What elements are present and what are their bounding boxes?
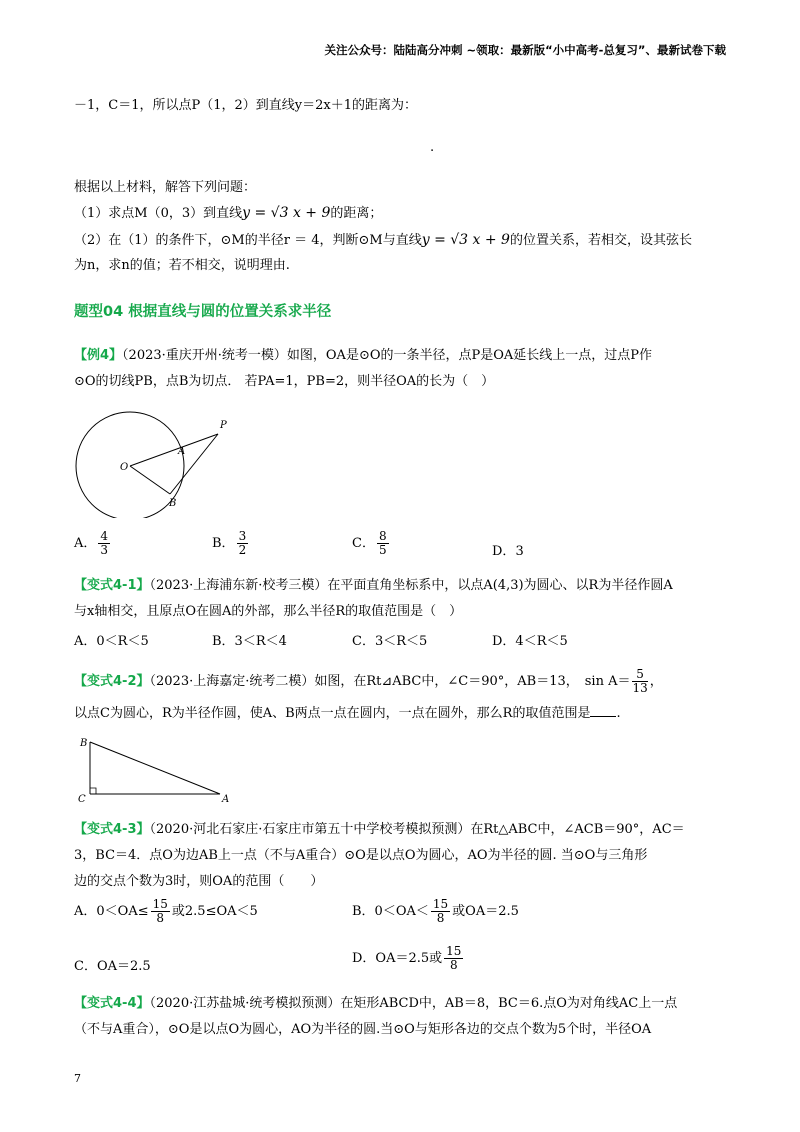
variant-4-3-option-a[interactable] — [74, 898, 258, 925]
example-4-text1: （2023·重庆开州·统考一模）如图，OA是⊙O的一条半径，点P是OA延长线上一点，过点P作 — [122, 348, 653, 363]
fraction: $\frac{5}{13}$ — [632, 667, 648, 695]
fraction: $\frac{8}{5}$ — [378, 529, 387, 557]
option-label: C． — [352, 536, 375, 551]
variant-4-2-line1 — [74, 668, 663, 695]
variant-4-2-text2: 以点C为圆心，R为半径作圆，使A、B两点一点在圆内，一点在圆外，那么R的取值范围是 — [74, 706, 591, 721]
question-2 — [74, 230, 692, 251]
variant-4-3-line2: 3，BC＝4．点O为边AB上一点（不与A重合）⊙O是以点O为圆心，AO为半径的圆. 当⊙O与三角形 — [74, 848, 648, 863]
fraction: $\frac{15}{8}$ — [446, 944, 462, 972]
top-line1: －1，C＝1，所以点P（1，2）到直线y＝2x＋1的距离为： — [74, 98, 417, 113]
top-intro: 根据以上材料，解答下列问题： — [74, 180, 257, 195]
label-a: A — [178, 446, 186, 457]
variant-4-3-text1: （2020·河北石家庄·石家庄市第五十中学校考模拟预测）在Rt△ABC中，∠ACB＝90°，AC＝ — [149, 822, 685, 837]
variant-4-2-line2 — [74, 704, 621, 724]
page-header: 关注公众号：陆陆高分冲刺 ~领取：最新版“小中高考-总复习”、最新试卷下载 — [324, 43, 726, 57]
right-triangle-figure — [74, 734, 244, 806]
q2-text-a: （2）在（1）的条件下，⊙M的半径r ＝ 4，判断⊙M与直线 — [74, 233, 422, 248]
variant-4-3-option-c[interactable]: C．OA＝2.5 — [74, 959, 151, 974]
variant-4-4-line2: （不与A重合），⊙O是以点O为圆心，AO为半径的圆.当⊙O与矩形各边的交点个数为5个时，半径OA — [74, 1022, 652, 1037]
question-1 — [74, 203, 382, 224]
label-b: B — [80, 738, 88, 749]
fraction: $\frac{3}{2}$ — [238, 529, 247, 557]
example-4-option-d[interactable] — [492, 540, 524, 559]
variant-4-1-text1: （2023·上海浦东新·校考三模）在平面直角坐标系中，以点A(4,3)为圆心、以R为半径作圆A — [149, 578, 673, 593]
page-number: 7 — [74, 1072, 81, 1085]
variant-4-1-line1 — [74, 576, 673, 596]
sin-label: sin A＝ — [584, 674, 631, 689]
variant-4-3-option-d[interactable] — [352, 945, 465, 972]
fraction: $\frac{4}{3}$ — [100, 529, 109, 557]
section-title: 题型04 根据直线与圆的位置关系求半径 — [74, 304, 332, 320]
example-4-option-a[interactable] — [74, 530, 112, 557]
label-p: P — [220, 420, 227, 431]
variant-4-1-option-b[interactable]: B．3＜R＜4 — [212, 634, 287, 649]
variant-tag: 【变式4-1】 — [74, 578, 150, 593]
variant-4-4-text1: （2020·江苏盐城·统考模拟预测）在矩形ABCD中，AB＝8，BC＝6.点O为对角线AC上一点 — [149, 996, 678, 1011]
label-o: O — [120, 462, 129, 473]
variant-4-3-line3: 边的交点个数为3时，则OA的范围（ ） — [74, 874, 324, 889]
variant-tag: 【变式4-2】 — [74, 674, 150, 689]
period: . — [616, 706, 621, 721]
fraction: $\frac{15}{8}$ — [432, 897, 449, 925]
q1-text-b: 的距离； — [330, 206, 383, 221]
option-label: B． — [212, 536, 235, 551]
variant-tag: 【变式4-3】 — [74, 822, 150, 837]
q1-equation: y = √3 x + 9 — [242, 205, 331, 221]
top-dot: . — [430, 140, 435, 155]
q1-text-a: （1）求点M（0，3）到直线 — [74, 206, 243, 221]
option-label: A． — [74, 536, 97, 551]
example-4-line1 — [74, 346, 652, 366]
label-a: A — [222, 794, 230, 805]
variant-4-1-option-d[interactable]: D．4＜R＜5 — [492, 634, 568, 649]
variant-4-4-line1 — [74, 994, 677, 1014]
variant-4-1-option-c[interactable]: C．3＜R＜5 — [352, 634, 428, 649]
variant-4-3-option-b[interactable] — [352, 898, 519, 925]
q2-equation: y = √3 x + 9 — [421, 232, 510, 248]
variant-4-1-option-a[interactable]: A．0＜R＜5 — [74, 634, 149, 649]
option-text: 或2.5≤OA＜5 — [171, 904, 258, 919]
option-label: D． — [492, 544, 516, 559]
option-text: 3 — [515, 544, 524, 559]
example-4-option-c[interactable] — [352, 530, 391, 557]
circle-tangent-figure — [74, 408, 244, 518]
example-4-line2: ⊙O的切线PB，点B为切点． 若PA=1，PB=2，则半径OA的长为（ ） — [74, 374, 495, 389]
variant-4-3-line1 — [74, 820, 685, 840]
comma: ， — [649, 674, 663, 689]
variant-tag: 【变式4-4】 — [74, 996, 150, 1011]
option-text: A．0＜OA≤ — [74, 904, 149, 919]
label-c: C — [78, 794, 86, 805]
option-text: B．0＜OA＜ — [352, 904, 429, 919]
q2-text-b: 的位置关系，若相交，设其弦长 — [509, 233, 692, 248]
answer-blank[interactable] — [590, 704, 616, 717]
variant-4-1-line2: 与x轴相交，且原点O在圆A的外部，那么半径R的取值范围是（ ） — [74, 604, 463, 619]
fraction: $\frac{15}{8}$ — [152, 897, 168, 925]
option-text: D．OA＝2.5或 — [352, 951, 443, 966]
option-text: 或OA＝2.5 — [452, 904, 519, 919]
example-4-option-b[interactable] — [212, 530, 250, 557]
label-b: B — [169, 498, 177, 509]
variant-4-2-text1: （2023·上海嘉定·统考二模）如图，在Rt⊿ABC中，∠C＝90°，AB＝13， — [149, 674, 579, 689]
question-2-cont: 为n，求n的值；若不相交，说明理由. — [74, 258, 290, 273]
example-tag: 【例4】 — [74, 348, 123, 363]
